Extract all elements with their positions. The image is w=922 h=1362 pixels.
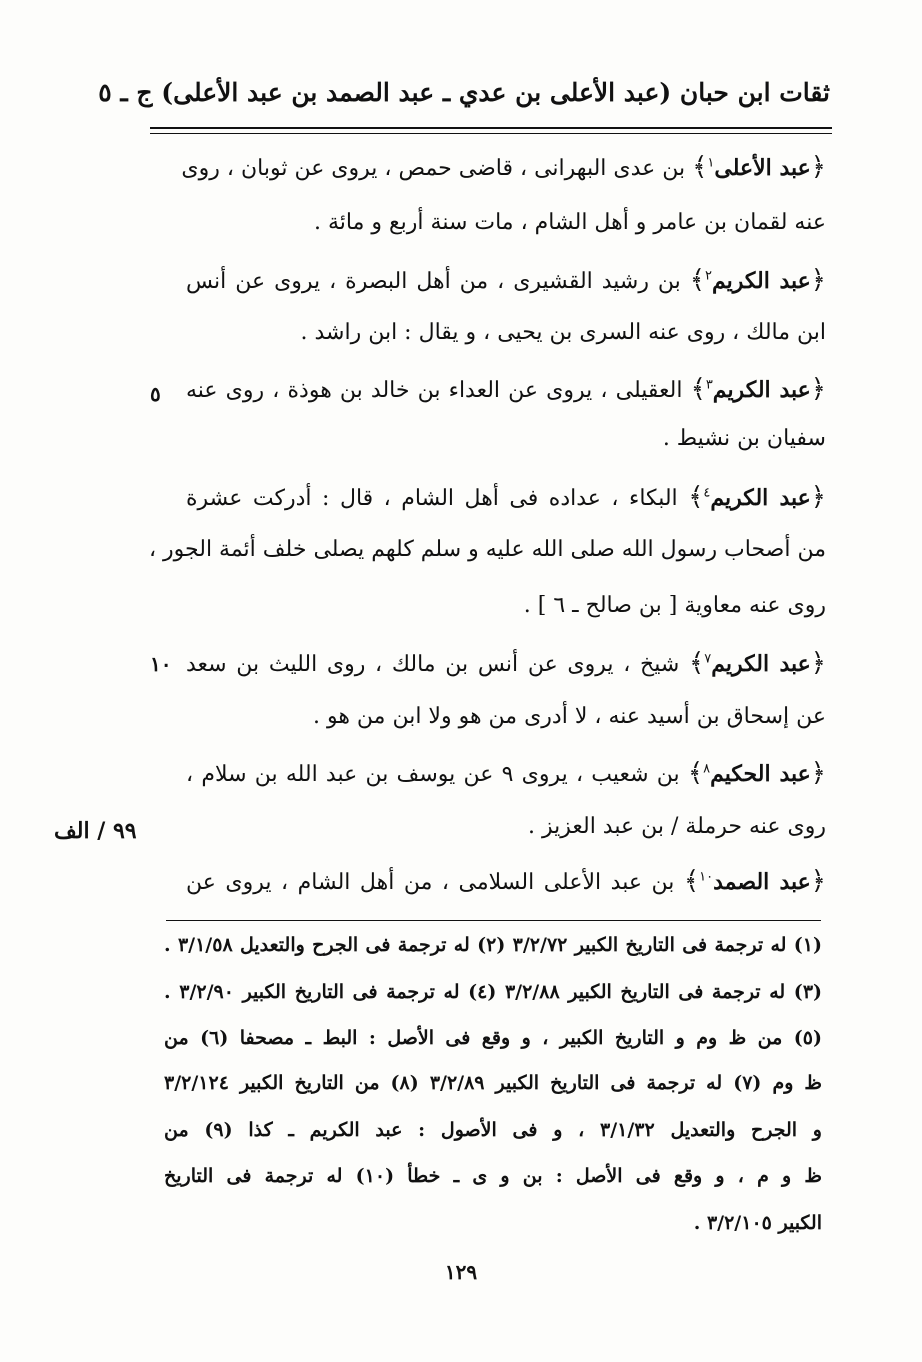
entry-line: عن إسحاق بن أسيد عنه ، لا أدرى من هو ولا ابن من هو . <box>312 704 826 729</box>
footnote-rule <box>166 920 821 921</box>
entry-line: ابن مالك ، روى عنه السرى بن يحيى ، و يقال : ابن راشد . <box>300 320 826 345</box>
running-header: ثقات ابن حبان (عبد الأعلى بن عدي ـ عبد الصمد بن عبد الأعلى) ج ـ ٥ <box>98 78 830 107</box>
entry-line: ﴿عبد الصمد$^{١٠}$﴾ بن عبد الأعلى السلامى ، من أهل الشام ، يروى عن <box>186 866 826 896</box>
entry-line: ﴿عبد الكريم$^٤$﴾ البكاء ، عداده فى أهل الشام ، قال : أدركت عشرة <box>186 482 826 512</box>
entry-line: ﴿عبد الحكيم$^٨$﴾ بن شعيب ، يروى ٩ عن يوسف بن عبد الله بن سلام ، <box>186 758 827 788</box>
footnote-line: ظ وم (٧) له ترجمة فى التاريخ الكبير ٣/٢/٨٩ (٨) من التاريخ الكبير ٣/٢/١٢٤ <box>164 1072 822 1094</box>
footnote-line: ظ و م ، و وقع فى الأصل : بن و ى ـ خطأ (١٠) له ترجمة فى التاريخ <box>164 1165 822 1187</box>
entry-line: ﴿عبد الأعلى$^١$﴾ بن عدى البهرانى ، قاضى حمص ، يروى عن ثوبان ، روى <box>181 152 826 182</box>
entry-line: روى عنه معاوية [ بن صالح ـ ٦ ] . <box>523 593 826 618</box>
entry-line: من أصحاب رسول الله صلى الله عليه و سلم كلهم يصلى خلف أئمة الجور ، <box>148 537 826 562</box>
footnote-line: (٥) من ظ وم و التاريخ الكبير ، و وقع فى الأصل : البط ـ مصحفا (٦) من <box>164 1027 822 1049</box>
line-number-10: ١٠ <box>150 652 172 676</box>
header-rule <box>150 127 832 129</box>
entry-line: ﴿عبد الكريم$^٣$﴾ العقيلى ، يروى عن العداء بن خالد بن هوذة ، روى عنه <box>186 374 827 404</box>
line-number-5: ٥ <box>150 382 161 406</box>
footnote-line: (٣) له ترجمة فى التاريخ الكبير ٣/٢/٨٨ (٤) له ترجمة فى التاريخ الكبير ٣/٢/٩٠ . <box>164 981 823 1003</box>
page-number: ١٢٩ <box>444 1260 478 1284</box>
entry-line: ﴿عبد الكريم$^٧$﴾ شيخ ، يروى عن أنس بن مالك ، روى الليث بن سعد <box>186 648 826 678</box>
folio-margin-note: ٩٩ / الف <box>54 818 137 844</box>
entry-line: ﴿عبد الكريم$^٢$﴾ بن رشيد القشيرى ، من أهل البصرة ، يروى عن أنس <box>186 265 826 295</box>
entry-line: سفيان بن نشيط . <box>662 426 826 451</box>
entry-line: عنه لقمان بن عامر و أهل الشام ، مات سنة أربع و مائة . <box>313 210 826 235</box>
footnote-line: و الجرح والتعديل ٣/١/٣٢ ، و فى الأصول : عبد الكريم ـ كذا (٩) من <box>164 1119 822 1141</box>
footnote-line: الكبير ٣/٢/١٠٥ . <box>693 1212 822 1234</box>
entry-line: روى عنه حرملة / بن عبد العزيز . <box>528 814 826 839</box>
footnote-line: (١) له ترجمة فى التاريخ الكبير ٣/٢/٧٢ (٢) له ترجمة فى الجرح والتعديل ٣/١/٥٨ . <box>164 934 822 956</box>
header-rule-thin <box>150 133 832 134</box>
